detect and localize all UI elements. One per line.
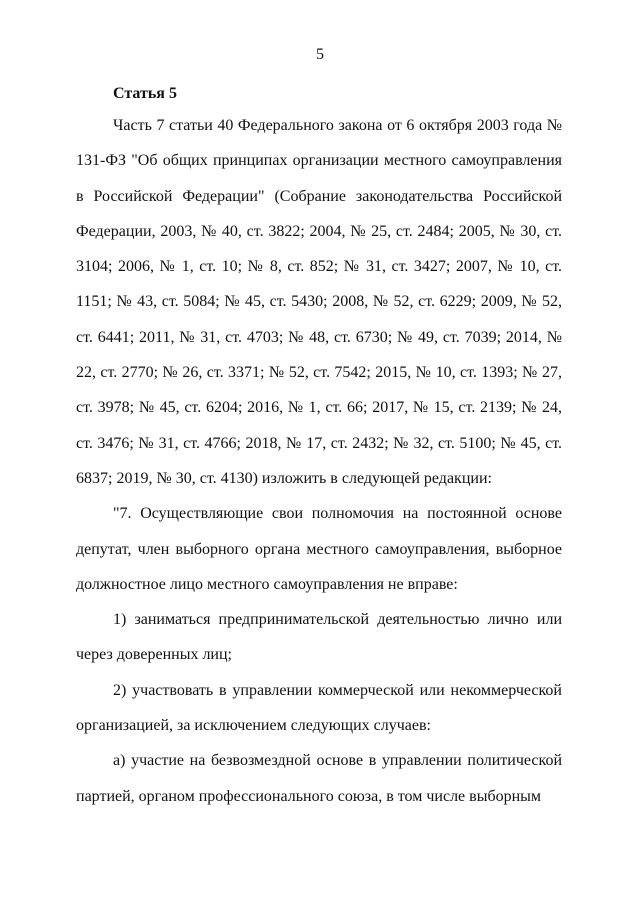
page-number: 5 [316, 46, 324, 63]
paragraph-item-2: 2) участвовать в управлении коммерческой или некоммерческой организацией, за исключением следующих случаев: [76, 681, 562, 735]
paragraph-clause-7: "7. Осуществляющие свои полномочия на постоянной основе депутат, член выборного органа местного самоуправления, выборное должностное лицо местного самоуправления не вправе: [76, 505, 562, 593]
paragraph-amendment-intro: Часть 7 статьи 40 Федерального закона от 6 октября 2003 года № 131-ФЗ "Об общих принципах организации местного самоуправления в Российской Федерации" (Собрание законодательства Российской Федерации, 2003, № 40, ст. 3822; 2004, № 25, ст. 2484; 2005, № 30, ст. 3104; 2006, № 1, ст. 10; № 8, ст. 852; № 31, ст. 3427; 2007, № 10, ст. 1151; № 43, ст. 5084; № 45, ст. 5430; 2008, № 52, ст. 6229; 2009, № 52, ст. 6441; 2011, № 31, ст. 4703; № 48, ст. 6730; № 49, ст. 7039; 2014, № 22, ст. 2770; № 26, ст. 3371; № 52, ст. 7542; 2015, № 10, ст. 1393; № 27, ст. 3978; № 45, ст. 6204; 2016, № 1, ст. 66; 2017, № 15, ст. 2139; № 24, ст. 3476; № 31, ст. 4766; 2018, № 17, ст. 2432; № 32, ст. 5100; № 45, ст. 6837; 2019, № 30, ст. 4130) изложить в следующей редакции: [76, 117, 562, 487]
paragraph-item-1: 1) заниматься предпринимательской деятельностью лично или через доверенных лиц; [76, 611, 562, 664]
paragraph-subitem-a: а) участие на безвозмездной основе в управлении политической партией, органом профессионального союза, в том числе выборным [76, 752, 562, 805]
document-body [76, 108, 562, 814]
article-heading: Статья 5 [113, 85, 177, 102]
